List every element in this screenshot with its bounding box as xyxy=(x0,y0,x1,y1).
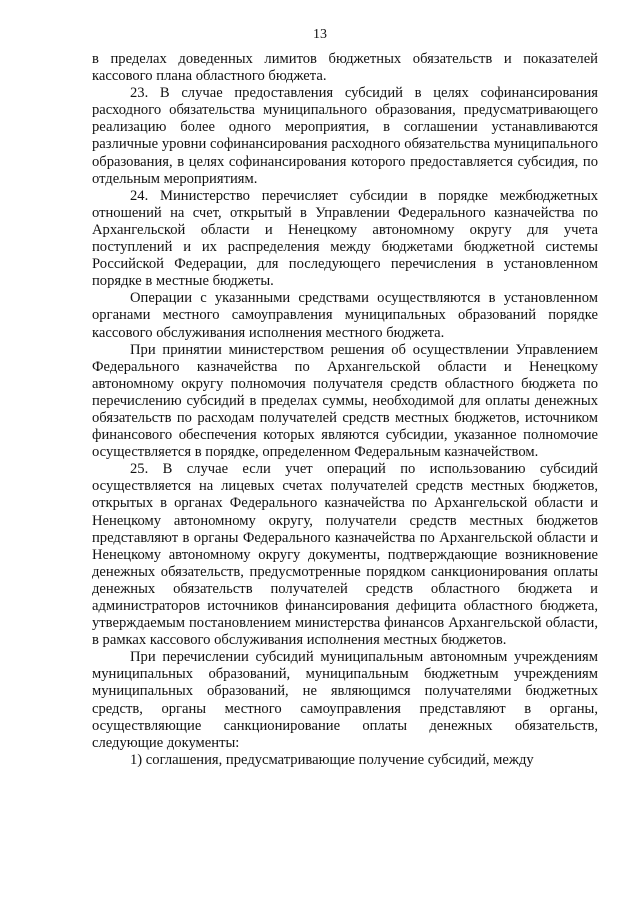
paragraph-item-25: 25. В случае если учет операций по использованию субсидий осуществляется на лицевых счетах получателей средств местных бюджетов, открытых в органах Федерального казначейства по Архангельской области и Ненецкому автономному округу, получатели средств местных бюджетов представляют в органы Федерального казначейства по Архангельской области и Ненецкому автономному округу документы, подтверждающие возникновение денежных обязательств, предусмотренные порядком санкционирования оплаты денежных обязательств получателей средств областного бюджета и администраторов источников финансирования дефицита областного бюджета, утверждаемым постановлением министерства финансов Архангельской области, в рамках кассового обслуживания исполнения местных бюджетов. xyxy=(92,461,598,649)
page-number: 13 xyxy=(313,27,327,42)
document-body xyxy=(92,51,598,769)
paragraph-continuation: в пределах доведенных лимитов бюджетных обязательств и показателей кассового плана областного бюджета. xyxy=(92,51,598,85)
paragraph-list-item-1: 1) соглашения, предусматривающие получение субсидий, между xyxy=(130,751,534,768)
paragraph-treasury-authority: При принятии министерством решения об осуществлении Управлением Федерального казначейства по Архангельской области и Ненецкому автономному округу полномочия получателя средств областного бюджета по перечислению субсидий в пределах суммы, необходимой для оплаты денежных обязательств по расходам получателей средств местных бюджетов, источником финансового обеспечения которых являются субсидии, указанное полномочие осуществляется в порядке, определенном Федеральным казначейством. xyxy=(92,341,598,461)
paragraph-operations: Операции с указанными средствами осуществляются в установленном органами местного самоуправления муниципальных образований порядке кассового обслуживания исполнения местного бюджета. xyxy=(92,290,598,341)
paragraph-item-24: 24. Министерство перечисляет субсидии в порядке межбюджетных отношений на счет, открытый в Управлении Федерального казначейства по Архангельской области и Ненецкому автономному округу для учета поступлений и их распределения между бюджетами бюджетной системы Российской Федерации, для последующего перечисления в установленном порядке в местные бюджеты. xyxy=(92,187,598,290)
paragraph-item-23: 23. В случае предоставления субсидий в целях софинансирования расходного обязательства муниципального образования, предусматривающего реализацию более одного мероприятия, в соглашении устанавливаются различные уровни софинансирования расходного обязательства муниципального образования, в целях софинансирования которого предоставляется субсидия, по отдельным мероприятиям. xyxy=(92,85,598,187)
paragraph-transfer-documents: При перечислении субсидий муниципальным автономным учреждениям муниципальных образований, муниципальным бюджетным учреждениям муниципальных образований, не являющимся получателями бюджетных средств, органы местного самоуправления представляют в органы, осуществляющие санкционирование оплаты денежных обязательств, следующие документы: xyxy=(92,649,598,751)
